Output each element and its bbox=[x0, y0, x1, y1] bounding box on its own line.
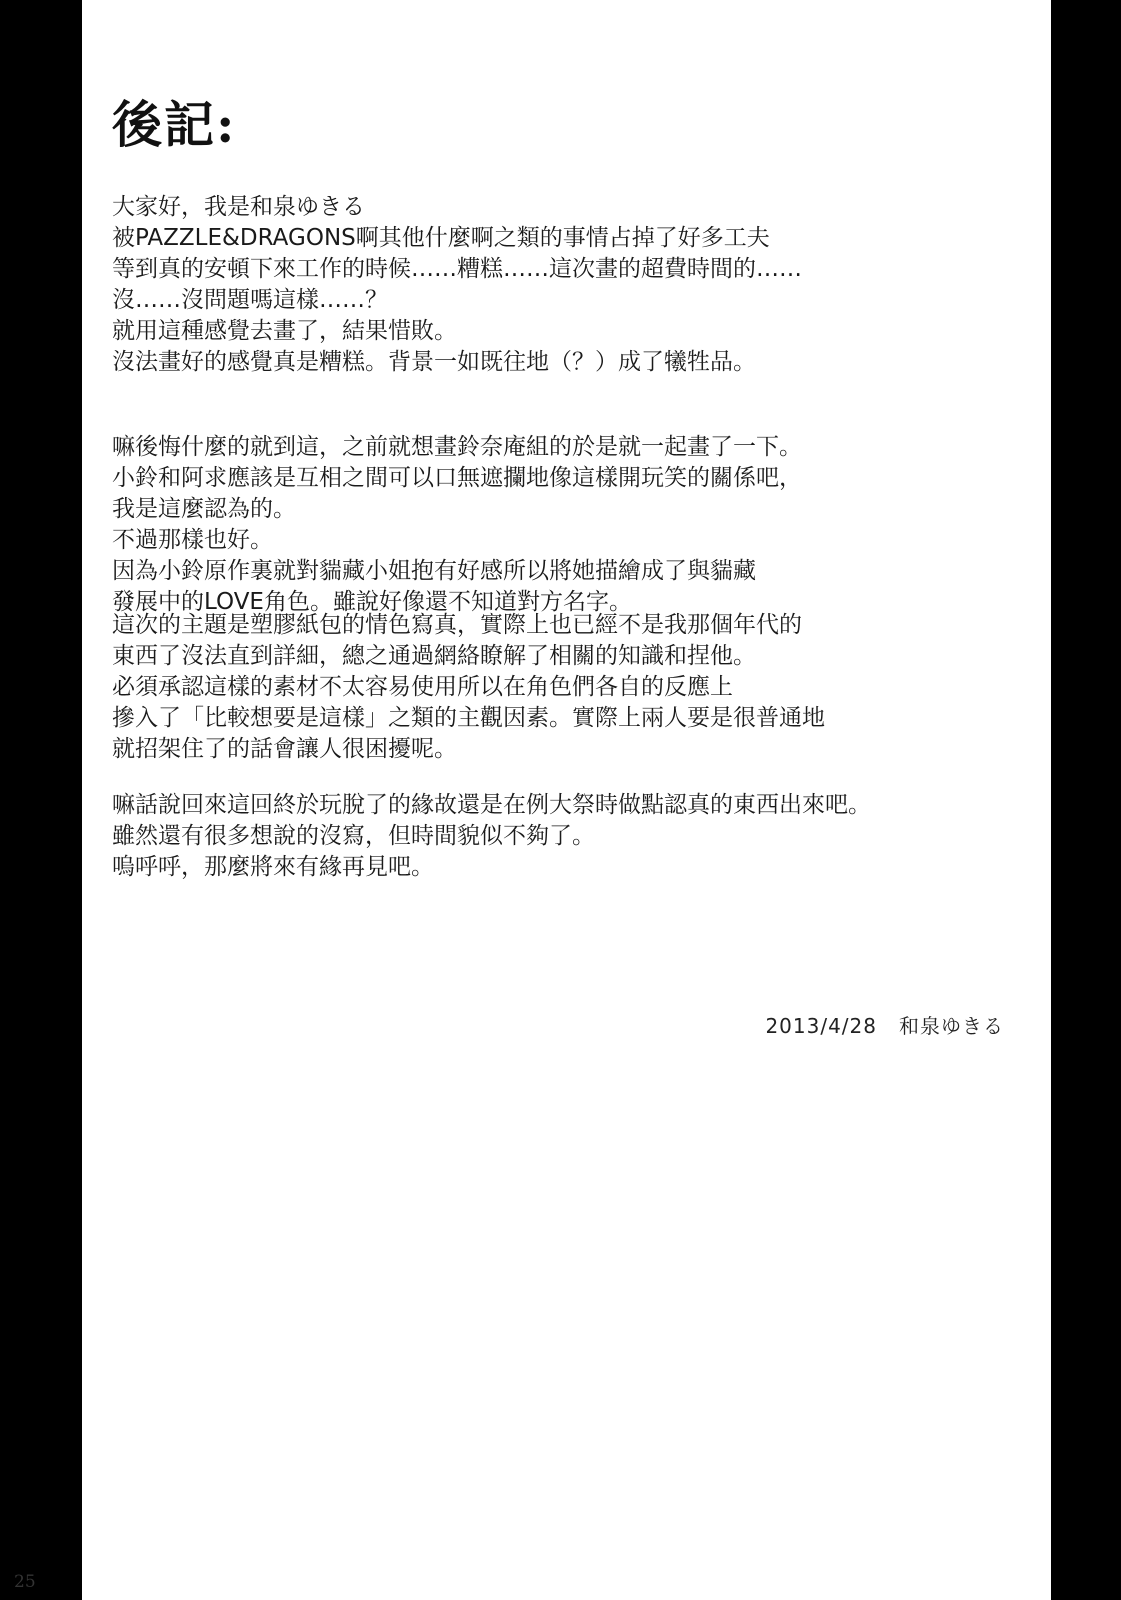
page-title: 後記: bbox=[112, 95, 237, 154]
text-line: 東西了沒法直到詳細，總之通過網絡瞭解了相關的知識和捏他。 bbox=[112, 643, 756, 669]
text-line: 雖然還有很多想說的沒寫，但時間貌似不夠了。 bbox=[112, 823, 595, 849]
text-line: 嗚呼呼，那麼將來有緣再見吧。 bbox=[112, 854, 434, 880]
signature bbox=[765, 1010, 1004, 1039]
signature-author: 和泉ゆきる bbox=[899, 1014, 1004, 1038]
page-number: 25 bbox=[14, 1572, 36, 1592]
paragraph-3 bbox=[112, 610, 825, 765]
text-line: 發展中的LOVE角色。雖說好像還不知道對方名字。 bbox=[112, 589, 632, 615]
paragraph-2 bbox=[112, 432, 802, 618]
signature-date: 2013/4/28 bbox=[765, 1014, 877, 1038]
text-line: 沒……沒問題嗎這樣……？ bbox=[112, 287, 388, 313]
text-line: 因為小鈴原作裏就對貒藏小姐抱有好感所以將她描繪成了與貒藏 bbox=[112, 558, 756, 584]
text-line: 就用這種感覺去畫了，結果惜敗。 bbox=[112, 318, 457, 344]
paragraph-4 bbox=[112, 790, 871, 883]
text-line: 沒法畫好的感覺真是糟糕。背景一如既往地（？）成了犧牲品。 bbox=[112, 349, 756, 375]
text-line: 大家好，我是和泉ゆきる bbox=[112, 194, 365, 220]
text-line: 不過那樣也好。 bbox=[112, 527, 273, 553]
text-line: 就招架住了的話會讓人很困擾呢。 bbox=[112, 736, 457, 762]
text-line: 等到真的安頓下來工作的時候……糟糕……這次畫的超費時間的…… bbox=[112, 256, 802, 282]
text-line: 被PAZZLE&DRAGONS啊其他什麼啊之類的事情占掉了好多工夫 bbox=[112, 225, 770, 251]
text-line: 必須承認這樣的素材不太容易使用所以在角色們各自的反應上 bbox=[112, 674, 733, 700]
text-line: 嘛話說回來這回終於玩脫了的緣故還是在例大祭時做點認真的東西出來吧。 bbox=[112, 792, 871, 818]
text-line: 摻入了「比較想要是這樣」之類的主觀因素。實際上兩人要是很普通地 bbox=[112, 705, 825, 731]
text-line: 小鈴和阿求應該是互相之間可以口無遮攔地像這樣開玩笑的關係吧， bbox=[112, 465, 802, 491]
text-line: 這次的主題是塑膠紙包的情色寫真，實際上也已經不是我那個年代的 bbox=[112, 612, 802, 638]
text-line: 嘛後悔什麼的就到這，之前就想畫鈴奈庵組的於是就一起畫了一下。 bbox=[112, 434, 802, 460]
text-line: 我是這麼認為的。 bbox=[112, 496, 296, 522]
paragraph-1 bbox=[112, 192, 802, 378]
